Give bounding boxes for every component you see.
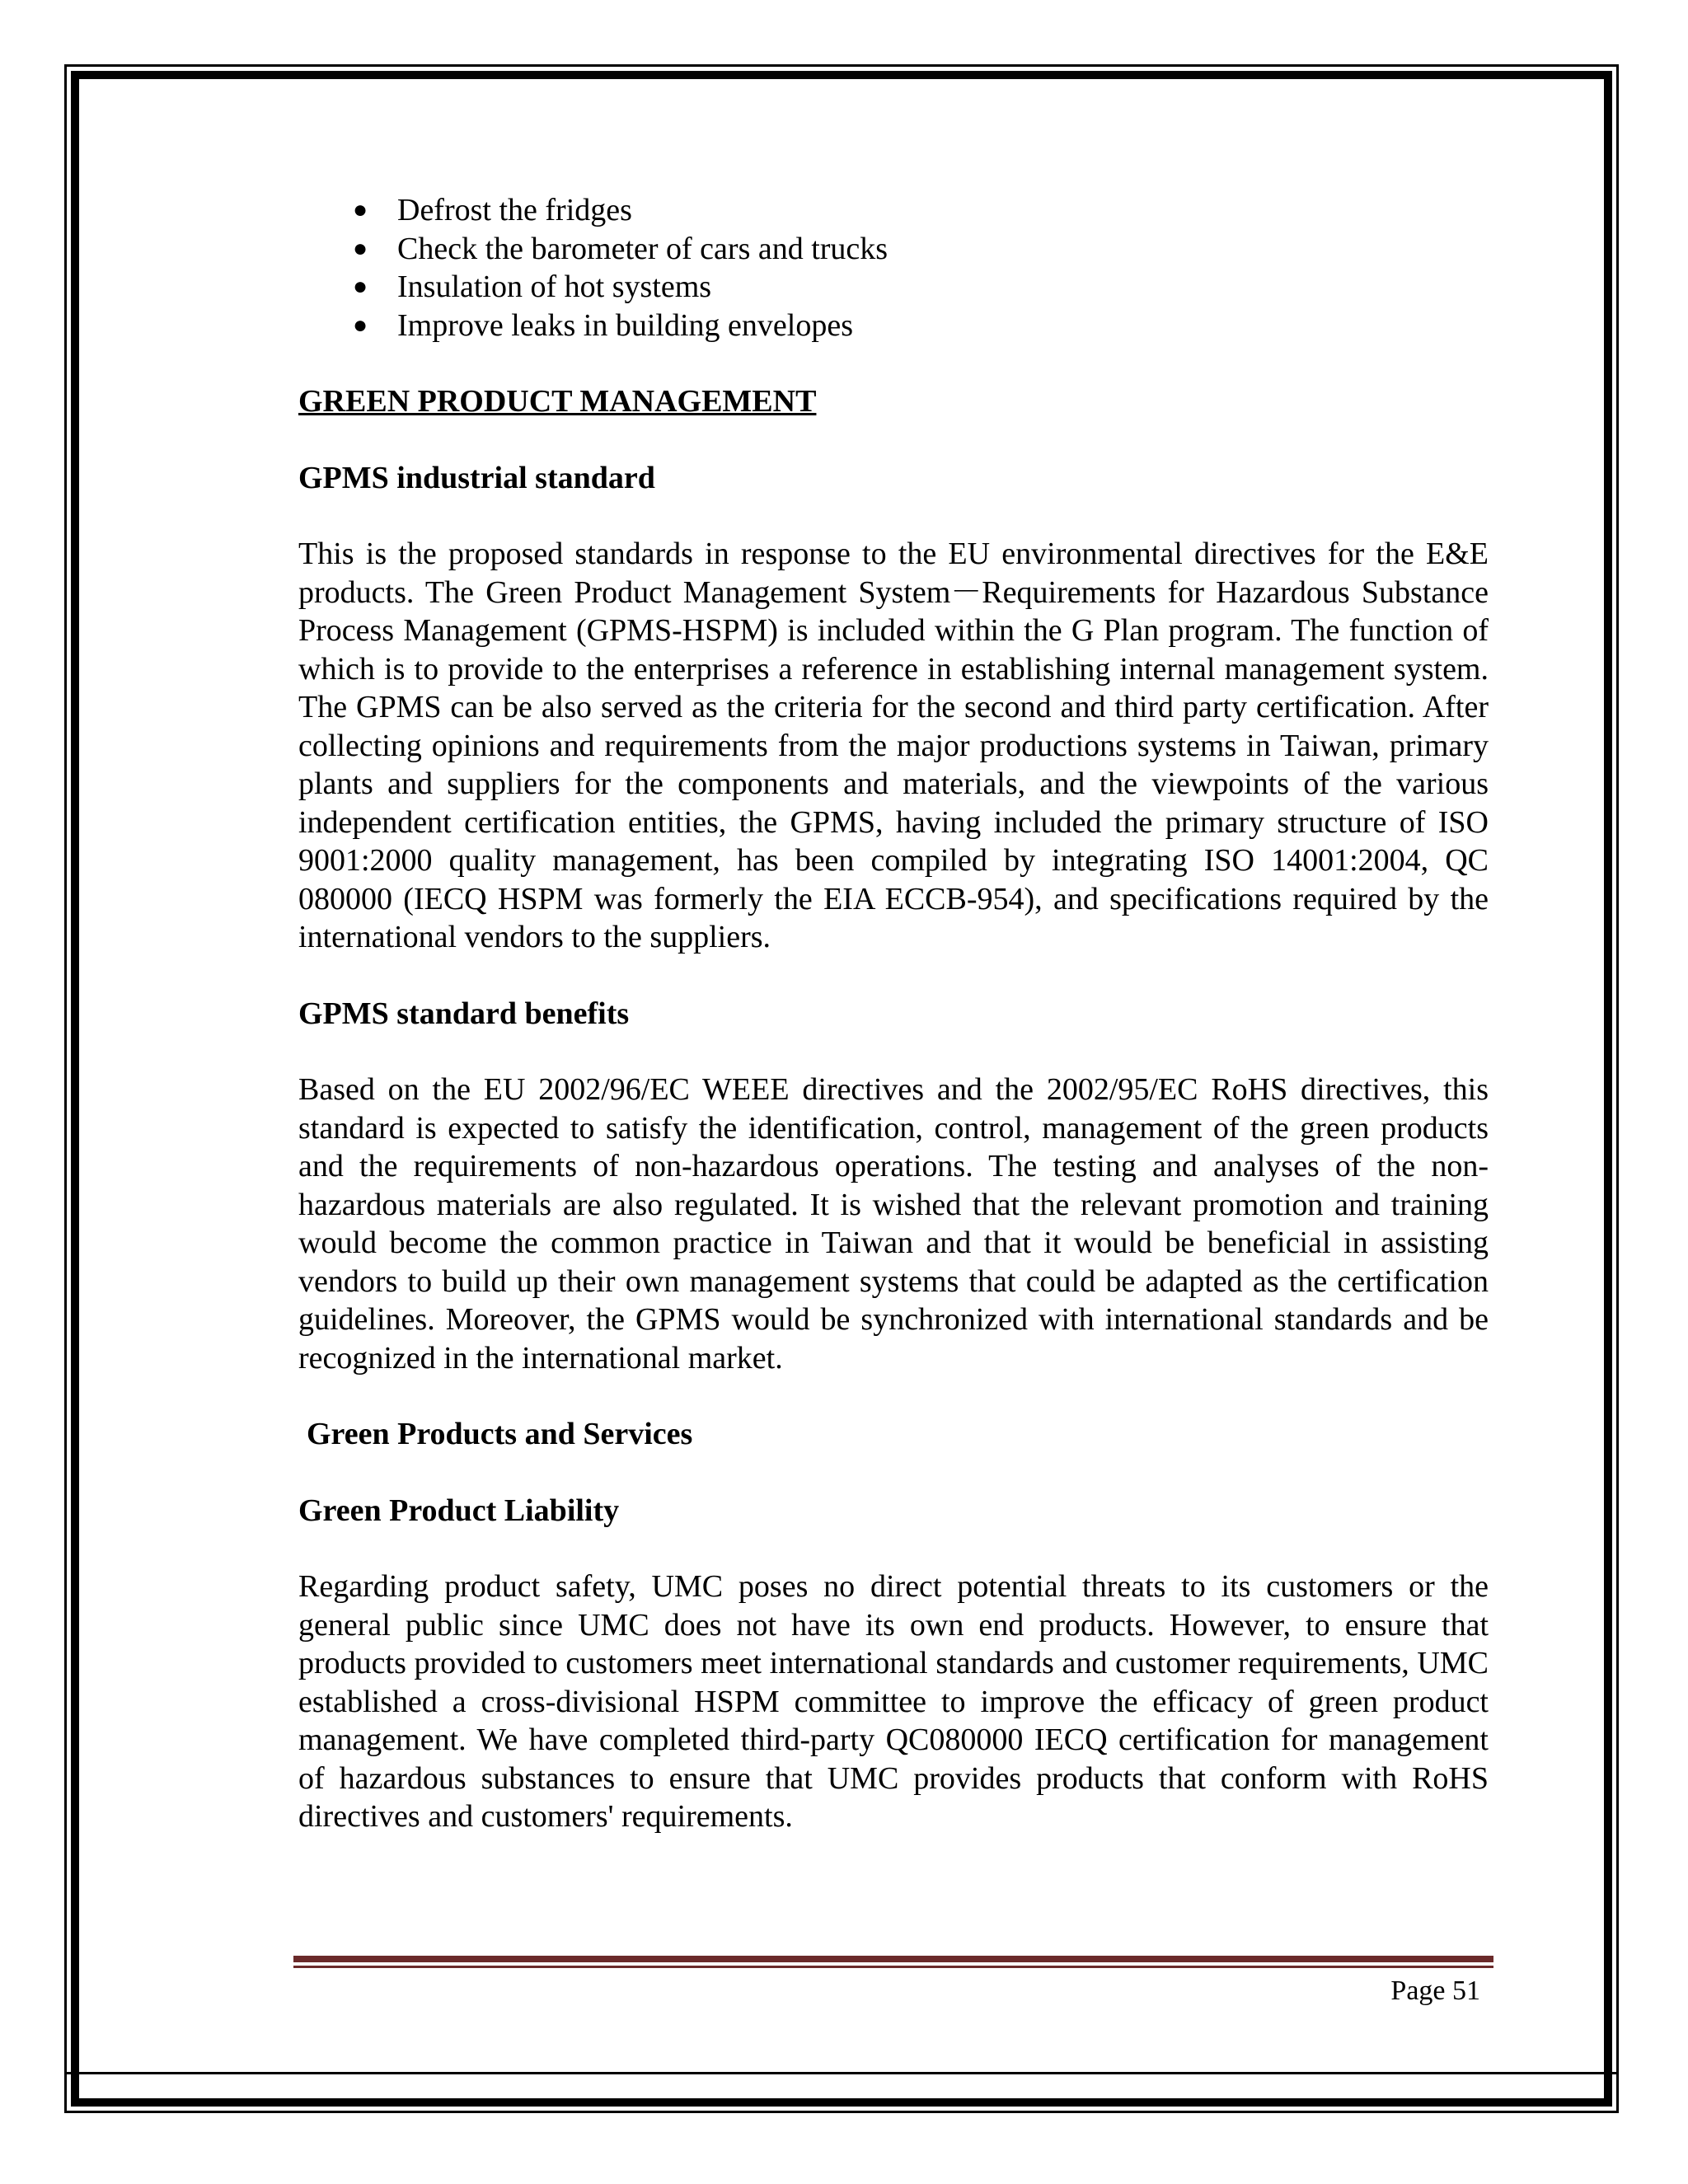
heading-gpms-standard-benefits: GPMS standard benefits	[298, 996, 630, 1031]
section-title: GREEN PRODUCT MANAGEMENT	[298, 384, 817, 419]
paragraph-gpms-standard-benefits: Based on the EU 2002/96/EC WEEE directives and the 2002/95/EC RoHS directives, this standard is expected to satisfy the identification, control, management of the green products and the requirements of non-hazardous operations. The testing and analyses of the non-hazardous materials are also regulated. It is wished that the relevant promotion and training would become the common practice in Taiwan and that it would be beneficial in assisting vendors to build up their own management systems that could be adapted as the certification guidelines. Moreover, the GPMS would be synchronized with international standards and be recognized in the international market.	[298, 1072, 1489, 1376]
heading-green-products-services: Green Products and Services	[307, 1417, 693, 1451]
bullet-icon: ●	[353, 311, 368, 339]
bullet-icon: ●	[353, 196, 368, 223]
heading-green-product-liability: Green Product Liability	[298, 1493, 620, 1528]
list-item	[298, 230, 1489, 269]
list-item-text: Insulation of hot systems	[397, 269, 712, 304]
list-item	[298, 191, 1489, 230]
bullet-list	[298, 191, 1489, 344]
footer-rule	[293, 1956, 1493, 1962]
list-item-text: Defrost the fridges	[397, 193, 632, 227]
page-border-bottom-rule	[64, 2072, 1619, 2074]
bullet-icon: ●	[353, 234, 368, 262]
paragraph-gpms-industrial-standard: This is the proposed standards in response to the EU environmental directives for the E&E products. The Green Product Management System－Requirements for Hazardous Substance Process Management (GPMS-HSPM) is included within the G Plan program. The function of which is to provide to the enterprises a reference in establishing internal management system. The GPMS can be also served as the criteria for the second and third party certification. After collecting opinions and requirements from the major productions systems in Taiwan, primary plants and suppliers for the components and materials, and the viewpoints of the various independent certification entities, the GPMS, having included the primary structure of ISO 9001:2000 quality management, has been compiled by integrating ISO 14001:2004, QC 080000 (IECQ HSPM was formerly the EIA ECCB-954), and specifications required by the international vendors to the suppliers.	[298, 537, 1489, 954]
bullet-icon: ●	[353, 273, 368, 300]
list-item-text: Improve leaks in building envelopes	[397, 307, 853, 343]
page-number: Page 51	[1390, 1975, 1480, 2006]
paragraph-green-product-liability: Regarding product safety, UMC poses no direct potential threats to its customers or the general public since UMC does not have its own end products. However, to ensure that products provided to customers meet international standards and customer requirements, UMC established a cross-divisional HSPM committee to improve the efficacy of green product management. We have completed third-party QC080000 IECQ certification for management of hazardous substances to ensure that UMC provides products that conform with RoHS directives and customers' requirements.	[298, 1569, 1489, 1834]
heading-gpms-industrial-standard: GPMS industrial standard	[298, 460, 655, 495]
list-item	[298, 307, 1489, 345]
list-item	[298, 268, 1489, 307]
list-item-text: Check the barometer of cars and trucks	[397, 231, 889, 266]
footer-rule-thin	[293, 1966, 1493, 1968]
page-content	[298, 191, 1489, 1836]
